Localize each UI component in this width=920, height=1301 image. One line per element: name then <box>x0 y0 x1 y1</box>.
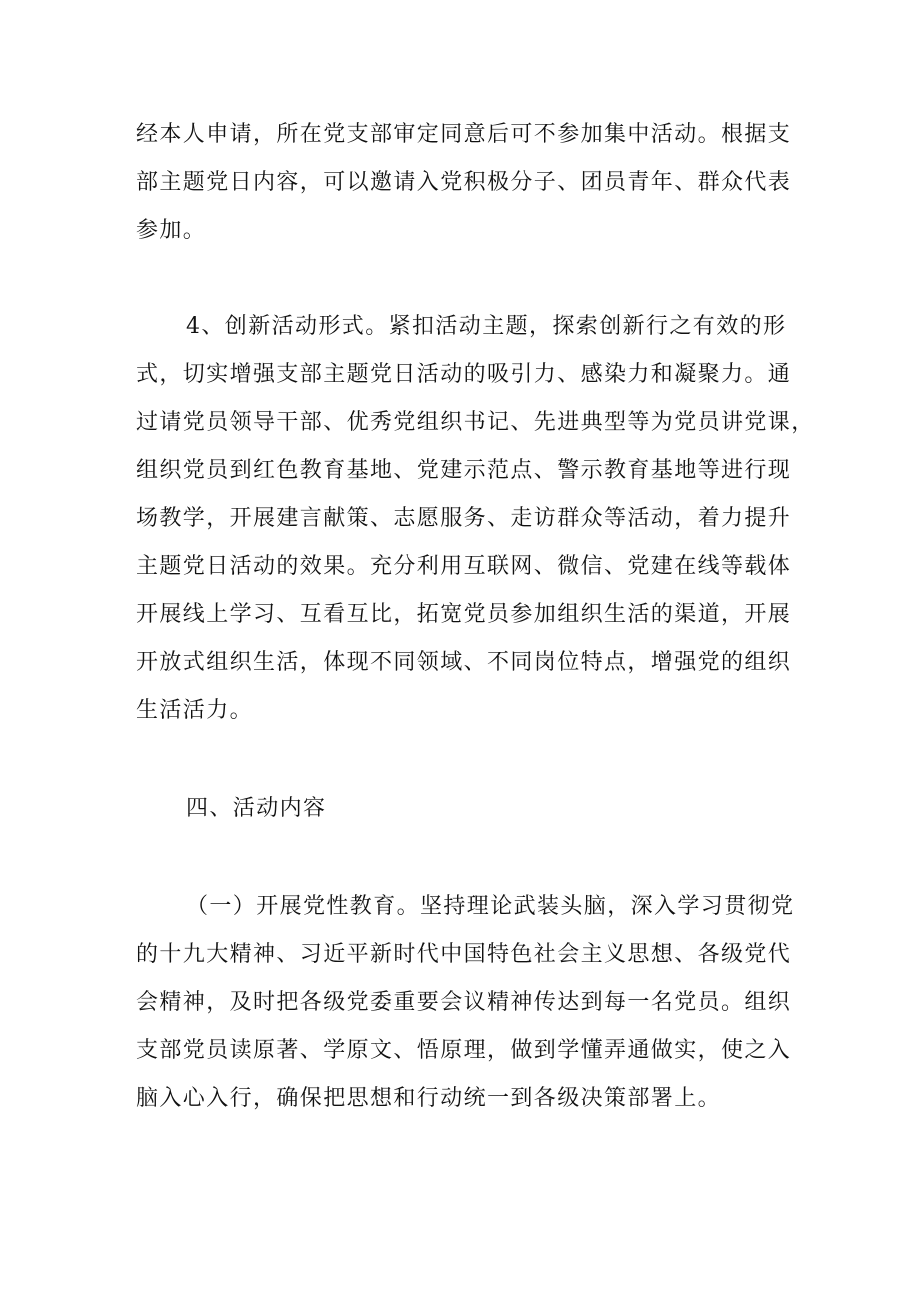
paragraph-line: 经本人申请，所在党支部审定同意后可不参加集中活动。根据支 <box>136 122 792 147</box>
paragraph-line: 过请党员领导干部、优秀党组织书记、先进典型等为党员讲党课， <box>136 410 815 435</box>
paragraph-line: 参加。 <box>136 218 207 243</box>
paragraph-line: 4、创新活动形式。紧扣活动主题，探索创新行之有效的形 <box>186 314 787 339</box>
paragraph-line: 支部党员读原著、学原文、悟原理，做到学懂弄通做实，使之入 <box>136 1038 792 1063</box>
paragraph-line: 开展线上学习、互看互比，拓宽党员参加组织生活的渠道，开展 <box>136 602 792 627</box>
paragraph-line: 开放式组织生活，体现不同领域、不同岗位特点，增强党的组织 <box>136 650 792 675</box>
paragraph-line: 会精神，及时把各级党委重要会议精神传达到每一名党员。组织 <box>136 990 792 1015</box>
paragraph-line: 的十九大精神、习近平新时代中国特色社会主义思想、各级党代 <box>136 942 792 967</box>
paragraph-line: 场教学，开展建言献策、志愿服务、走访群众等活动，着力提升 <box>136 506 792 531</box>
paragraph-line: 脑入心入行，确保把思想和行动统一到各级决策部署上。 <box>136 1086 722 1111</box>
paragraph-line: 生活活力。 <box>136 698 254 723</box>
paragraph-line: 部主题党日内容，可以邀请入党积极分子、团员青年、群众代表 <box>136 170 792 195</box>
paragraph-line: （一）开展党性教育。坚持理论武装头脑，深入学习贯彻党 <box>186 894 795 919</box>
section-heading: 四、活动内容 <box>186 796 327 821</box>
paragraph-line: 主题党日活动的效果。充分利用互联网、微信、党建在线等载体 <box>136 554 792 579</box>
paragraph-line: 组织党员到红色教育基地、党建示范点、警示教育基地等进行现 <box>136 458 792 483</box>
paragraph-line: 式，切实增强支部主题党日活动的吸引力、感染力和凝聚力。通 <box>136 362 792 387</box>
